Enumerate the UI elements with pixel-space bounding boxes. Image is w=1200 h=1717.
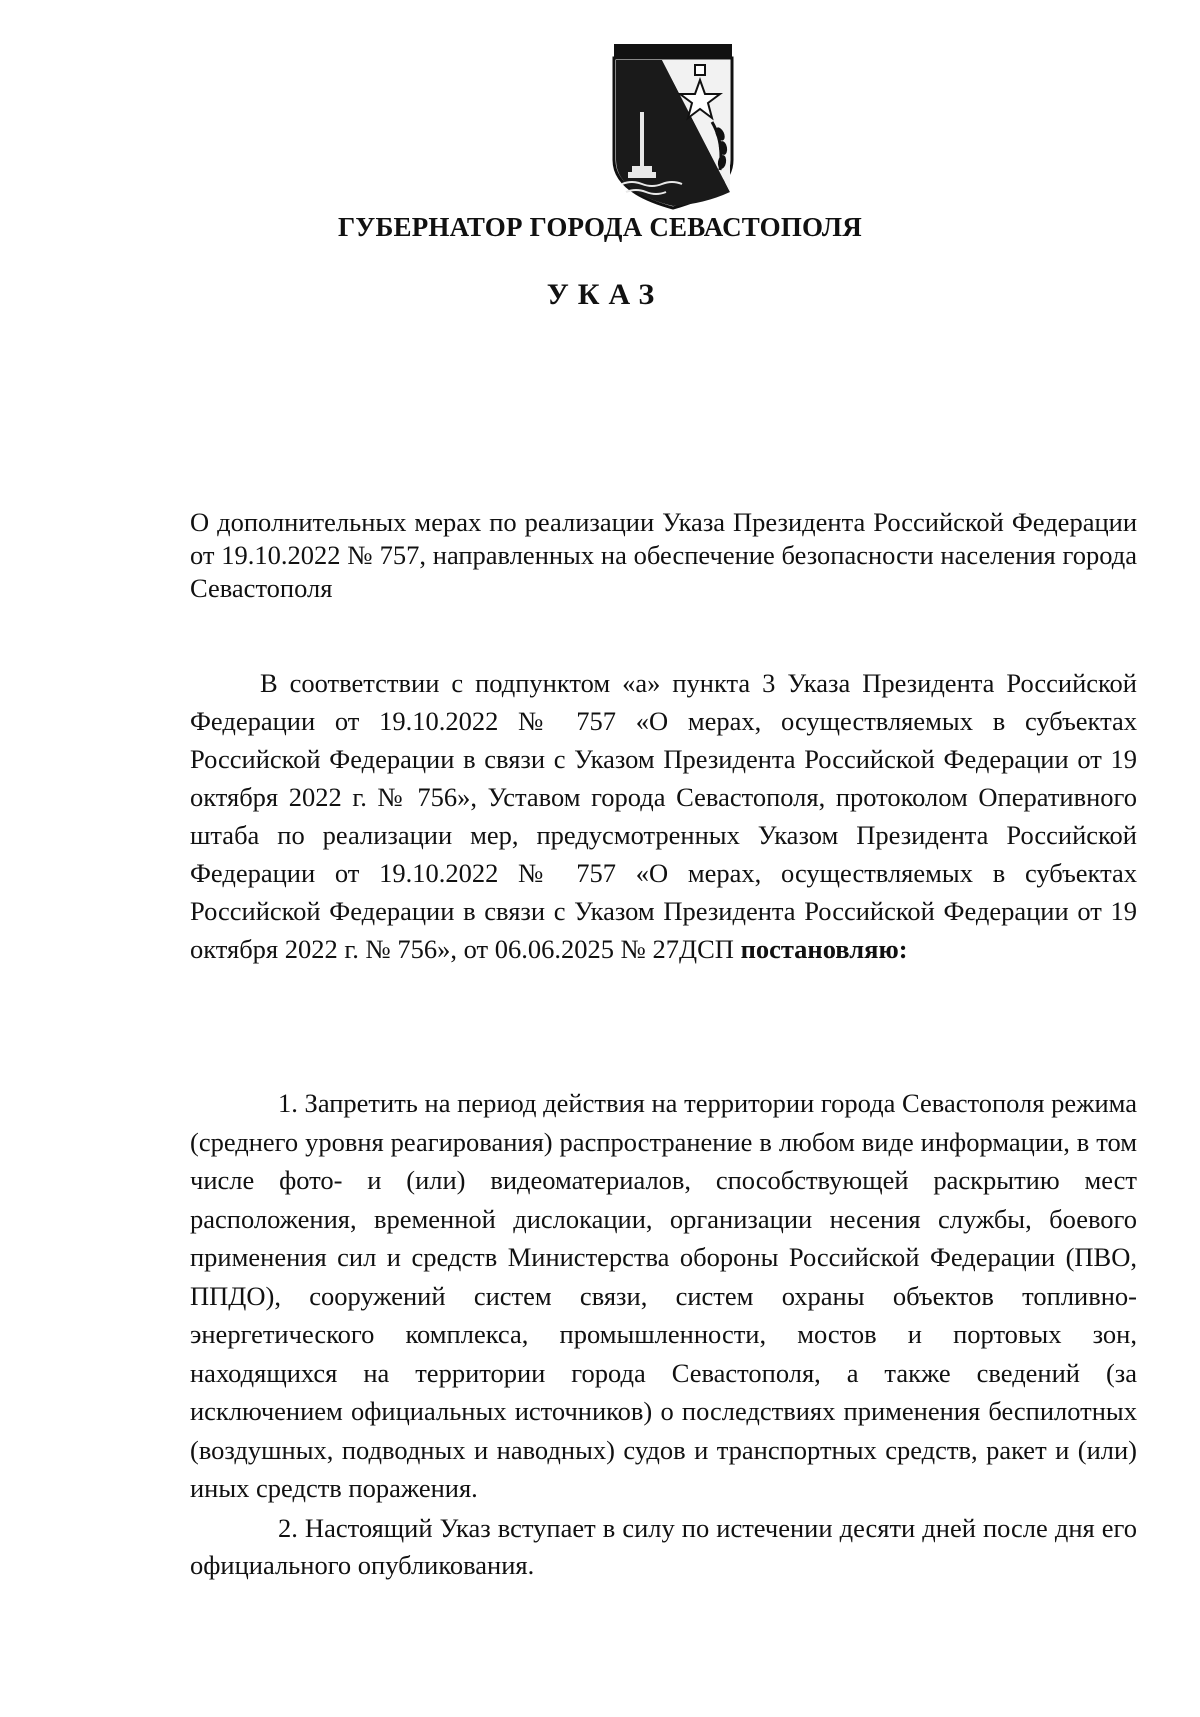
sevastopol-coat-of-arms-icon bbox=[612, 42, 734, 210]
preamble-text: В соответствии с подпунктом «а» пункта 3 Указа Президента Российской Федерации от 19.10.2022 № 757 «О мерах, осуществляемых в субъектах Российской Федерации в связи с Указом Президента Российской Федерации от 19 октября 2022 г. № 756», Уставом города Севастополя, протоколом Оперативного штаба по реализации мер, предусмотренных Указом Президента Российской Федерации от 19.10.2022 № 757 «О мерах, осуществляемых в субъектах Российской Федерации в связи с Указом Президента Российской Федерации от 19 октября 2022 г. № 756», от 06.06.2025 № 27ДСП bbox=[190, 668, 1137, 964]
document-type-title: УКАЗ bbox=[546, 278, 664, 311]
decree-preamble bbox=[190, 664, 1137, 968]
decree-item-1: 1. Запретить на период действия на территории города Севастополя режима (среднего уровня реагирования) распространение в любом виде информации, в том числе фото- и (или) видеоматериалов, способствующей раскрытию мест расположения, временной дислокации, организации несения службы, боевого применения сил и средств Министерства обороны Российской Федерации (ПВО, ППДО), сооружений систем связи, систем охраны объектов топливно-энергетического комплекса, промышленности, мостов и портовых зон, находящихся на территории города Севастополя, а также сведений (за исключением официальных источников) о последствиях применения беспилотных (воздушных, подводных и наводных) судов и транспортных средств, ракет и (или) иных средств поражения. bbox=[190, 1088, 1137, 1503]
decree-item-2: 2. Настоящий Указ вступает в силу по истечении десяти дней после дня его официального опубликования. bbox=[190, 1513, 1137, 1580]
issuing-authority: ГУБЕРНАТОР ГОРОДА СЕВАСТОПОЛЯ bbox=[338, 212, 862, 242]
preamble-decision: постановляю: bbox=[740, 934, 908, 964]
decree-subject: О дополнительных мерах по реализации Указа Президента Российской Федерации от 19.10.2022 № 757, направленных на обеспечение безопасности населения города Севастополя bbox=[190, 507, 1137, 603]
